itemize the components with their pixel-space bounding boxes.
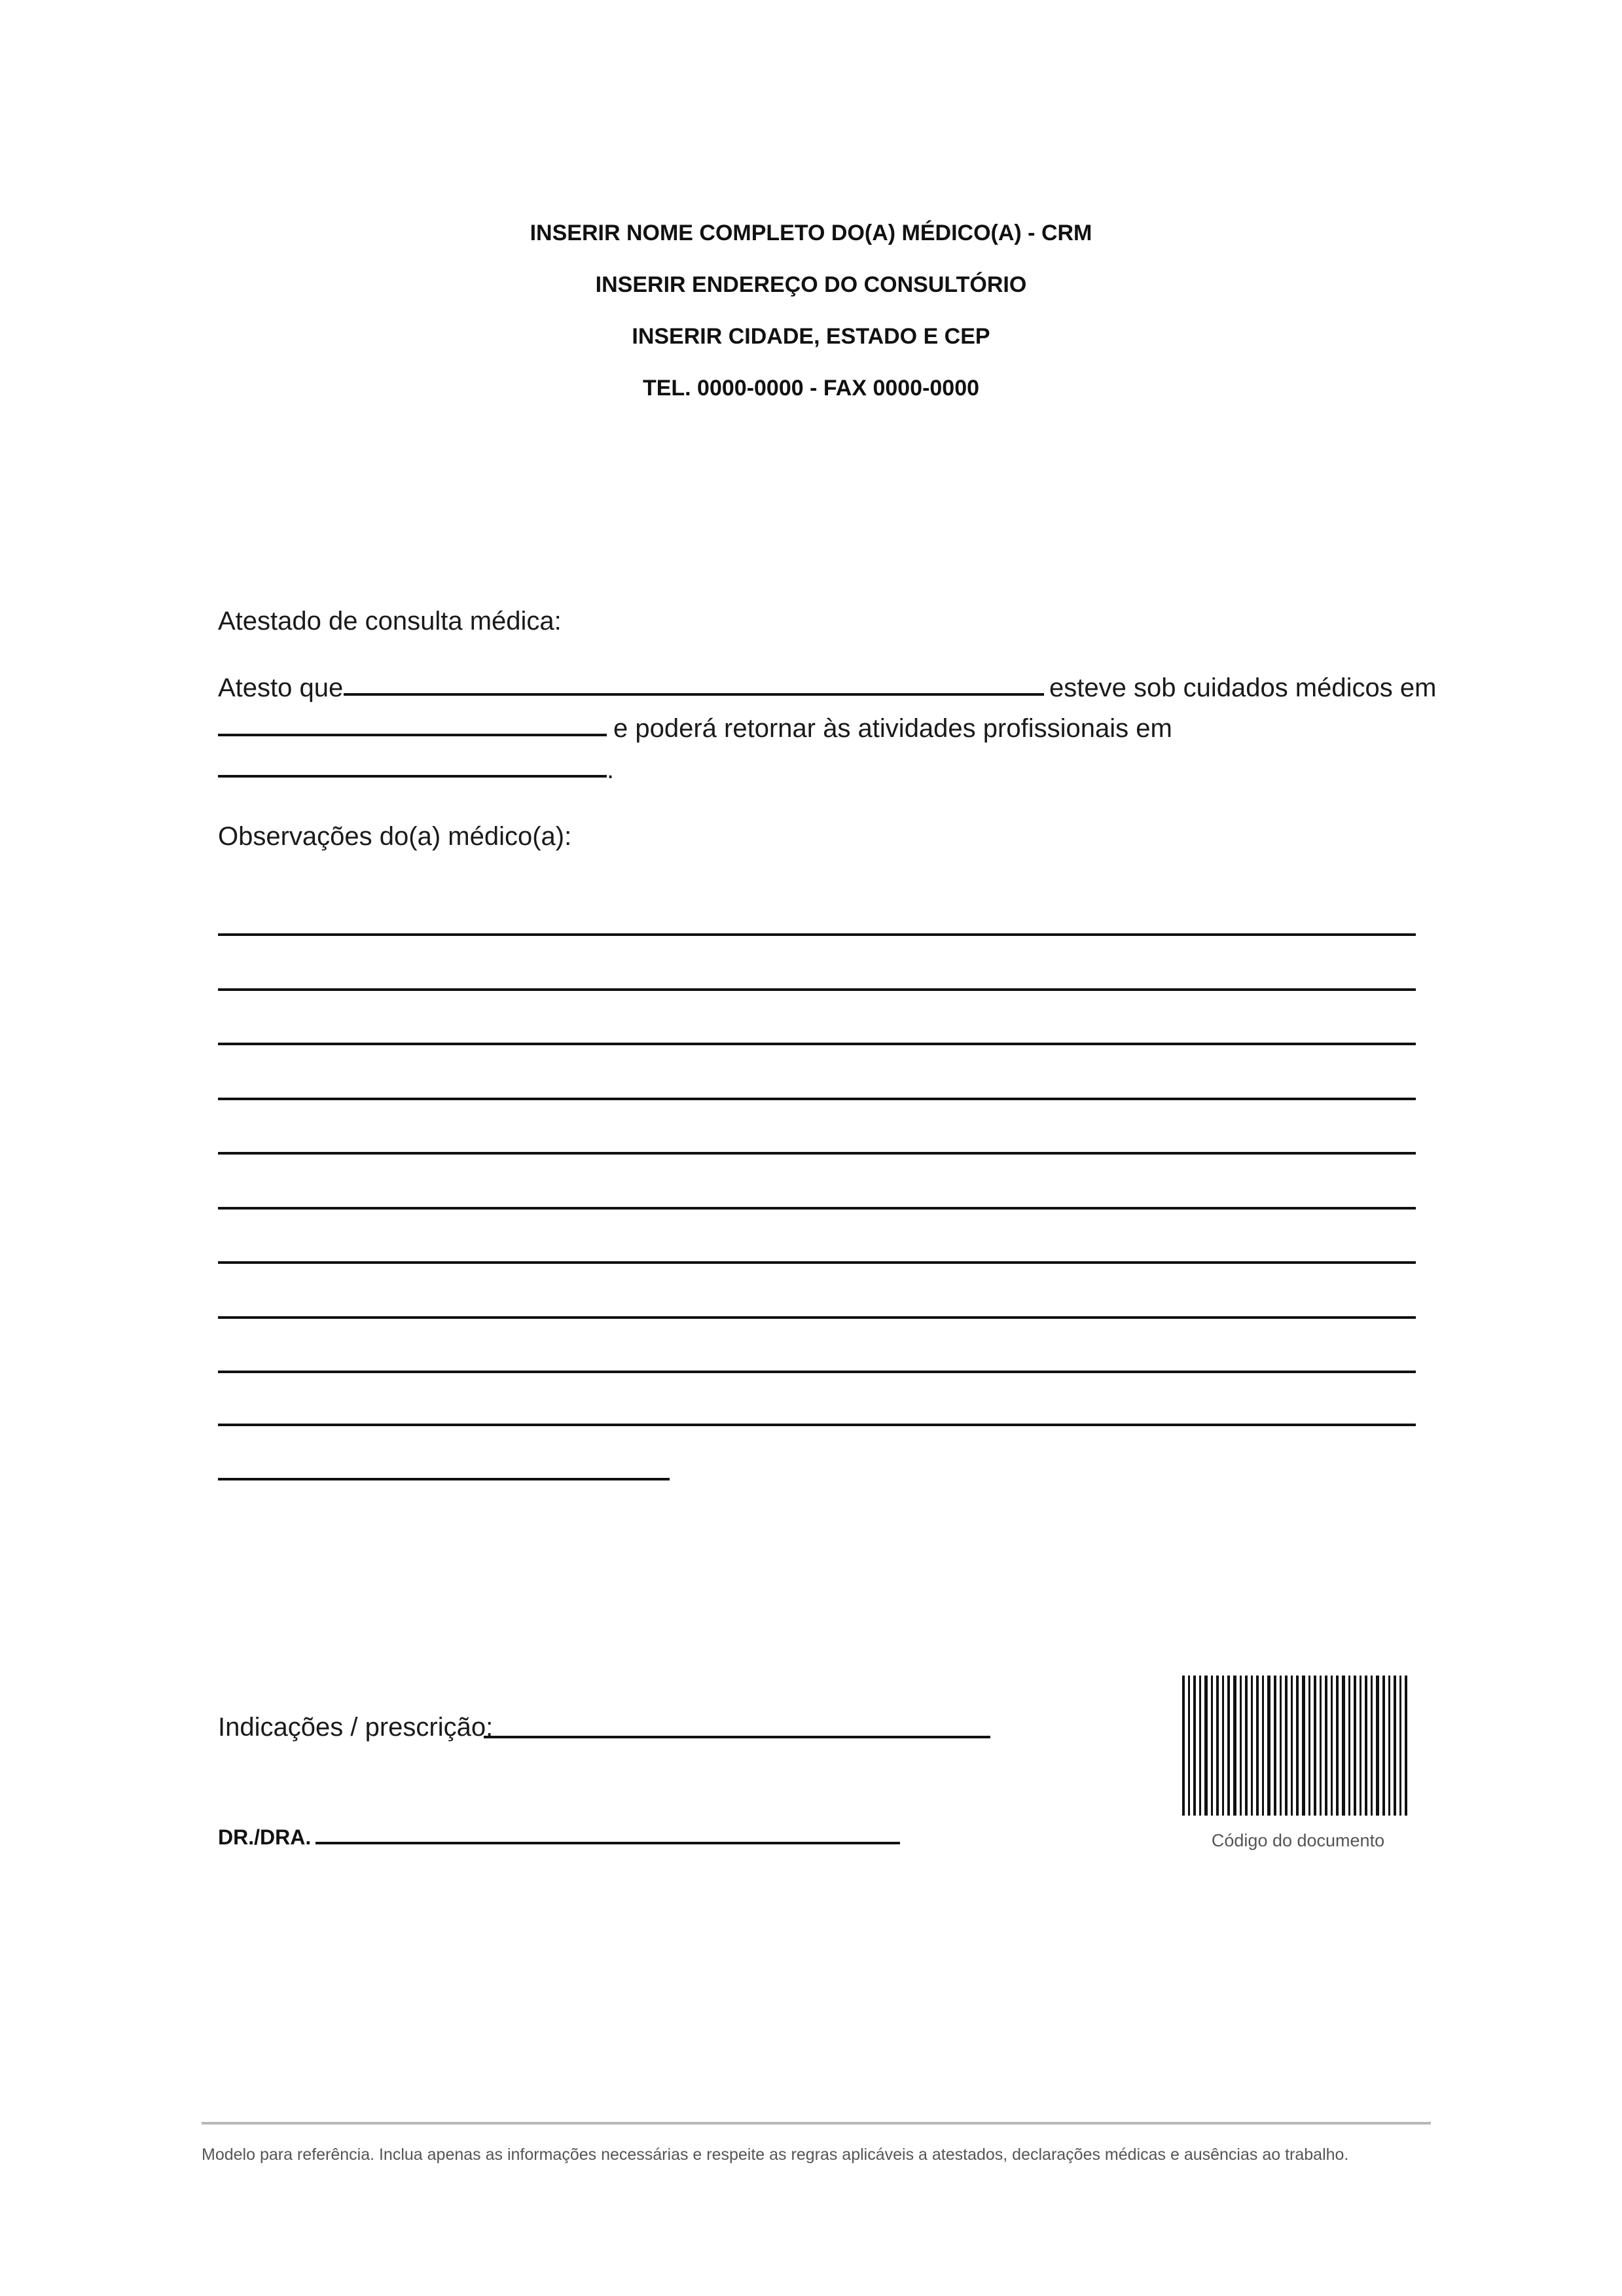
observation-line[interactable] [218,1043,1416,1045]
prescription-label: Indicações / prescrição: [218,1713,494,1742]
observation-line-short[interactable] [218,1478,670,1480]
observation-line[interactable] [218,933,1416,936]
signature-field[interactable] [315,1842,900,1844]
attest-prefix: Atesto que [218,673,344,702]
return-date-field[interactable] [218,775,607,778]
doctor-name-heading: INSERIR NOME COMPLETO DO(A) MÉDICO(A) - CRM [530,221,1092,245]
observation-line[interactable] [218,1098,1416,1100]
document-barcode [1182,1676,1414,1816]
care-date-field[interactable] [218,734,607,736]
observation-line[interactable] [218,1207,1416,1210]
return-text: e poderá retornar às atividades profissionais em [613,714,1172,743]
attest-suffix: esteve sob cuidados médicos em [1049,673,1437,702]
observation-line[interactable] [218,1371,1416,1373]
observation-line[interactable] [218,1261,1416,1264]
footer-note: Modelo para referência. Inclua apenas as informações necessárias e respeite as regras aplicáveis a atestados, declarações médicas e ausências ao trabalho. [202,2145,1349,2164]
footer-divider [202,2122,1431,2125]
observation-line[interactable] [218,1424,1416,1426]
phone-fax-heading: TEL. 0000-0000 - FAX 0000-0000 [642,376,980,401]
certificate-title: Atestado de consulta médica: [218,607,562,636]
prescription-field[interactable] [484,1736,990,1738]
patient-name-field[interactable] [344,693,1044,696]
observation-line[interactable] [218,988,1416,991]
signature-label: DR./DRA. [218,1825,312,1849]
barcode-caption: Código do documento [1211,1831,1385,1850]
observation-line[interactable] [218,1316,1416,1319]
end-period: . [607,755,615,784]
office-address-heading: INSERIR ENDEREÇO DO CONSULTÓRIO [595,272,1027,297]
observation-line[interactable] [218,1152,1416,1155]
observations-label: Observações do(a) médico(a): [218,822,572,851]
city-state-zip-heading: INSERIR CIDADE, ESTADO E CEP [632,324,990,349]
